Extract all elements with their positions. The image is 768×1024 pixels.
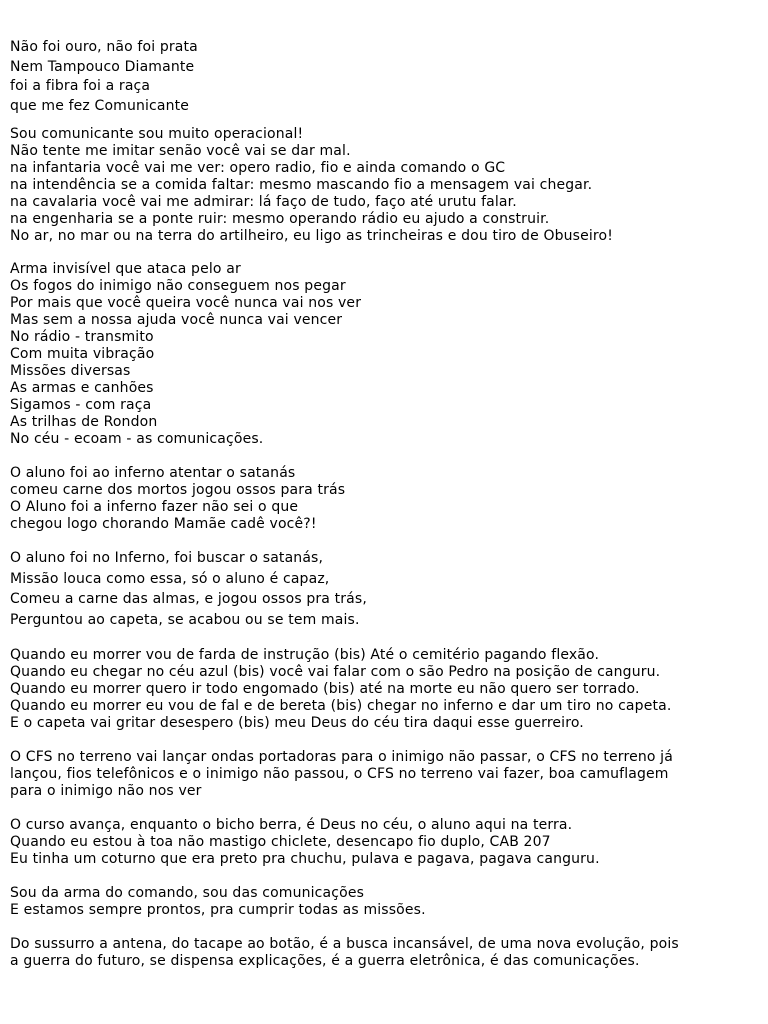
text-line: Por mais que você queira você nunca vai nos ver (10, 295, 362, 311)
text-line: chegou logo chorando Mamãe cadê você?! (10, 516, 317, 532)
text-line: na cavalaria você vai me admirar: lá faço de tudo, faço até urutu falar. (10, 194, 517, 210)
stanza-8 (10, 817, 760, 868)
text-line: Mas sem a nossa ajuda você nunca vai vencer (10, 312, 343, 328)
text-line: O curso avança, enquanto o bicho berra, é Deus no céu, o aluno aqui na terra. (10, 817, 573, 833)
stanza-4 (10, 465, 760, 533)
text-line: As armas e canhões (10, 380, 154, 396)
text-line: Perguntou ao capeta, se acabou ou se tem mais. (10, 611, 360, 628)
text-line: Eu tinha um coturno que era preto pra chuchu, pulava e pagava, pagava canguru. (10, 851, 600, 867)
text-line: Quando eu morrer quero ir todo engomado (bis) até na morte eu não quero ser torrado. (10, 681, 640, 697)
document-page (10, 38, 760, 970)
text-line: E o capeta vai gritar desespero (bis) meu Deus do céu tira daqui esse guerreiro. (10, 715, 584, 731)
text-line: na engenharia se a ponte ruir: mesmo operando rádio eu ajudo a construir. (10, 211, 550, 227)
text-line: No ar, no mar ou na terra do artilheiro, eu ligo as trincheiras e dou tiro de Obuseiro! (10, 228, 614, 244)
stanza-3 (10, 261, 760, 448)
text-line: Sou comunicante sou muito operacional! (10, 126, 304, 142)
text-line: Com muita vibração (10, 346, 155, 362)
text-line: Sou da arma do comando, sou das comunicações (10, 885, 365, 901)
text-line: na infantaria você vai me ver: opero radio, fio e ainda comando o GC (10, 160, 506, 176)
text-line: Sigamos - com raça (10, 397, 152, 413)
text-line: comeu carne dos mortos jogou ossos para trás (10, 482, 346, 498)
text-line: Comeu a carne das almas, e jogou ossos pra trás, (10, 591, 367, 607)
text-line: lançou, fios telefônicos e o inimigo não passou, o CFS no terreno vai fazer, boa camuflagem (10, 766, 669, 782)
stanza-6 (10, 647, 760, 732)
stanza-7 (10, 749, 760, 800)
text-line: Do sussurro a antena, do tacape ao botão, é a busca incansável, de uma nova evolução, pois (10, 936, 679, 952)
text-line: O aluno foi no Inferno, foi buscar o satanás, (10, 550, 324, 566)
text-line: foi a fibra foi a raça (10, 78, 151, 94)
text-line: Missões diversas (10, 363, 131, 379)
text-line: Missão louca como essa, só o aluno é capaz, (10, 570, 330, 587)
text-line: O aluno foi ao inferno atentar o satanás (10, 465, 296, 481)
text-line: Quando eu morrer eu vou de fal e de bereta (bis) chegar no inferno e dar um tiro no capeta. (10, 698, 672, 714)
text-line: Quando eu chegar no céu azul (bis) você vai falar com o são Pedro na posição de canguru. (10, 664, 661, 680)
text-line: Não tente me imitar senão você vai se dar mal. (10, 143, 351, 159)
text-line: No céu - ecoam - as comunicações. (10, 431, 264, 447)
stanza-5 (10, 548, 760, 630)
text-line: na intendência se a comida faltar: mesmo mascando fio a mensagem vai chegar. (10, 177, 593, 193)
text-line: O Aluno foi a inferno fazer não sei o que (10, 499, 299, 515)
text-line: Quando eu estou à toa não mastigo chiclete, desencapo fio duplo, CAB 207 (10, 834, 551, 850)
text-line: E estamos sempre prontos, pra cumprir todas as missões. (10, 902, 426, 918)
text-line: Os fogos do inimigo não conseguem nos pegar (10, 278, 346, 294)
text-line: Nem Tampouco Diamante (10, 58, 195, 75)
text-line: para o inimigo não nos ver (10, 783, 202, 799)
text-line: que me fez Comunicante (10, 97, 190, 114)
stanza-10 (10, 936, 760, 970)
text-line: a guerra do futuro, se dispensa explicações, é a guerra eletrônica, é das comunicações. (10, 953, 640, 969)
text-line: Arma invisível que ataca pelo ar (10, 261, 241, 277)
text-line: Quando eu morrer vou de farda de instrução (bis) Até o cemitério pagando flexão. (10, 647, 600, 663)
stanza-2 (10, 126, 760, 245)
text-line: Não foi ouro, não foi prata (10, 39, 198, 55)
text-line: As trilhas de Rondon (10, 414, 158, 430)
text-line: O CFS no terreno vai lançar ondas portadoras para o inimigo não passar, o CFS no terreno já (10, 749, 673, 765)
stanza-9 (10, 885, 760, 919)
stanza-1 (10, 38, 760, 116)
text-line: No rádio - transmito (10, 329, 154, 345)
